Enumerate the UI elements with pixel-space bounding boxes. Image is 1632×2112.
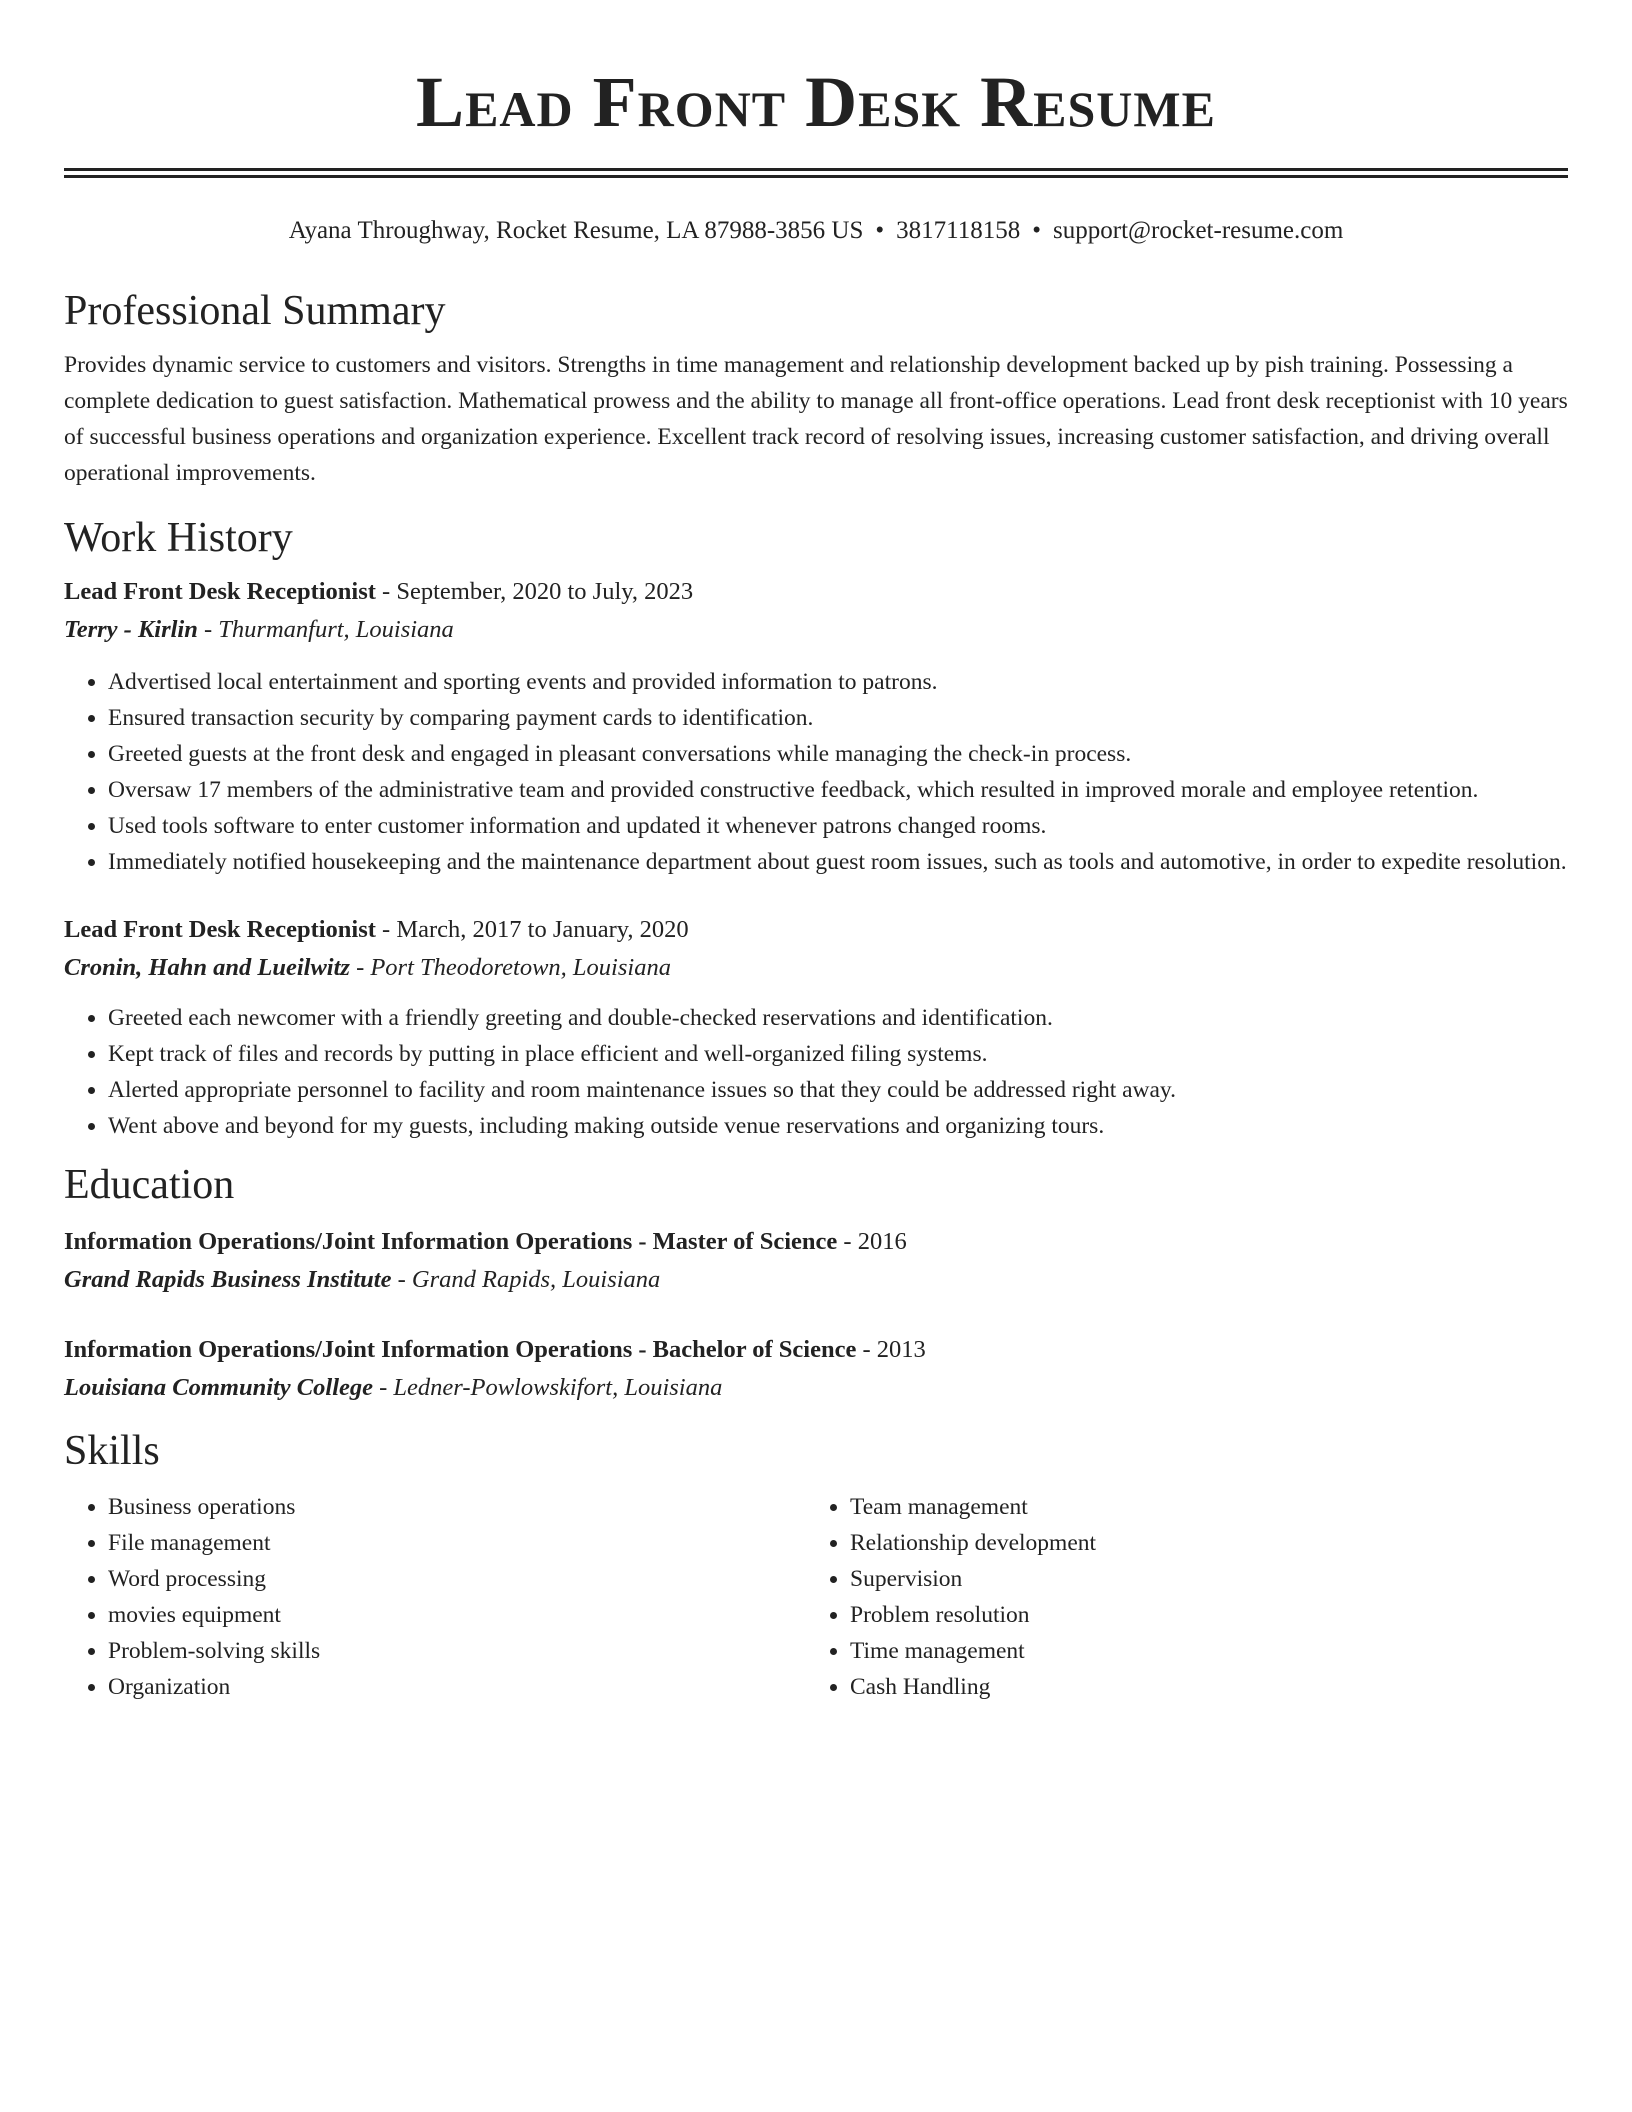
education-degree-line: [64, 1332, 1568, 1368]
job-title: Lead Front Desk Receptionist: [64, 577, 376, 605]
list-item: • File management: [108, 1525, 806, 1561]
job-bullets: [64, 1000, 1568, 1144]
education-location: - Ledner-Powlowskifort, Louisiana: [373, 1374, 723, 1402]
summary-heading: Professional Summary: [64, 288, 446, 334]
work-history-heading: Work History: [64, 515, 293, 562]
list-item: • Immediately notified housekeeping and the maintenance department about guest room issues, such as tools and automotive, in order to expedite resolution.: [108, 844, 1568, 880]
job-company-line: [64, 950, 1568, 986]
job-title: Lead Front Desk Receptionist: [64, 915, 376, 943]
skills-list-left: [64, 1489, 806, 1705]
resume-title: Lead Front Desk Resume: [416, 62, 1216, 142]
list-item: • Alerted appropriate personnel to facility and room maintenance issues so that they could be addressed right away.: [108, 1072, 1568, 1108]
education-degree: Information Operations/Joint Information Operations - Master of Science: [64, 1228, 838, 1256]
list-item: • Greeted each newcomer with a friendly greeting and double-checked reservations and identification.: [108, 1000, 1568, 1036]
education-school: Grand Rapids Business Institute: [64, 1266, 392, 1294]
list-item: • Kept track of files and records by putting in place efficient and well-organized filing systems.: [108, 1036, 1568, 1072]
job-location: - Port Theodoretown, Louisiana: [349, 953, 671, 981]
job-bullets: [64, 664, 1568, 880]
list-item: • Time management: [850, 1633, 1568, 1669]
contact-separator: •: [875, 217, 885, 244]
education-school: Louisiana Community College: [64, 1374, 374, 1402]
contact-email: support@rocket-resume.com: [1053, 217, 1344, 244]
skills-columns: [64, 1489, 1568, 1705]
list-item: • Used tools software to enter customer information and updated it whenever patrons changed rooms.: [108, 808, 1568, 844]
job-company: Terry - Kirlin: [64, 615, 198, 643]
job-title-line: [64, 574, 1568, 610]
list-item: • Problem-solving skills: [108, 1633, 806, 1669]
job-company-line: [64, 612, 1568, 648]
skills-heading: Skills: [64, 1428, 160, 1475]
education-school-line: [64, 1370, 1568, 1406]
list-item: • Team management: [850, 1489, 1568, 1525]
list-item: • Ensured transaction security by comparing payment cards to identification.: [108, 700, 1568, 736]
job-company: Cronin, Hahn and Lueilwitz: [64, 953, 350, 981]
contact-line: [64, 216, 1568, 246]
education-school-line: [64, 1262, 1568, 1298]
list-item: • Oversaw 17 members of the administrative team and provided constructive feedback, which resulted in improved morale and employee retention.: [108, 772, 1568, 808]
list-item: • Word processing: [108, 1561, 806, 1597]
education-heading: Education: [64, 1161, 235, 1208]
education-degree: Information Operations/Joint Information Operations - Bachelor of Science: [64, 1336, 857, 1364]
list-item: • Business operations: [108, 1489, 806, 1525]
list-item: • Supervision: [850, 1561, 1568, 1597]
job-location: - Thurmanfurt, Louisiana: [197, 615, 454, 643]
contact-separator: •: [1032, 217, 1042, 244]
job-dates: - March, 2017 to January, 2020: [375, 915, 689, 943]
list-item: • Went above and beyond for my guests, including making outside venue reservations and organizing tours.: [108, 1108, 1568, 1144]
education-year: - 2016: [837, 1228, 907, 1256]
contact-address: Ayana Throughway, Rocket Resume, LA 87988-3856 US: [288, 217, 864, 244]
list-item: • Advertised local entertainment and sporting events and provided information to patrons.: [108, 664, 1568, 700]
job-title-line: [64, 912, 1568, 948]
education-degree-line: [64, 1224, 1568, 1260]
education-location: - Grand Rapids, Louisiana: [391, 1266, 661, 1294]
list-item: • Relationship development: [850, 1525, 1568, 1561]
list-item: • Cash Handling: [850, 1669, 1568, 1705]
job-dates: - September, 2020 to July, 2023: [375, 577, 694, 605]
education-entry: [64, 1332, 1568, 1406]
education-year: - 2013: [856, 1336, 926, 1364]
title-double-rule: [64, 168, 1568, 178]
list-item: • Organization: [108, 1669, 806, 1705]
job-entry: [64, 574, 1568, 880]
education-entry: [64, 1224, 1568, 1298]
job-entry: [64, 912, 1568, 1144]
summary-text: Provides dynamic service to customers and visitors. Strengths in time management and relationship development backed up by pish training. Possessing a complete dedication to guest satisfaction. Mathematical prowess and the ability to manage all front-office operations. Lead front desk receptionist with 10 years of successful business operations and organization experience. Excellent track record of resolving issues, increasing customer satisfaction, and driving overall operational improvements.: [64, 352, 1568, 487]
list-item: • movies equipment: [108, 1597, 806, 1633]
list-item: • Problem resolution: [850, 1597, 1568, 1633]
skills-list-right: [806, 1489, 1568, 1705]
contact-phone: 3817118158: [896, 217, 1021, 244]
list-item: • Greeted guests at the front desk and engaged in pleasant conversations while managing the check-in process.: [108, 736, 1568, 772]
